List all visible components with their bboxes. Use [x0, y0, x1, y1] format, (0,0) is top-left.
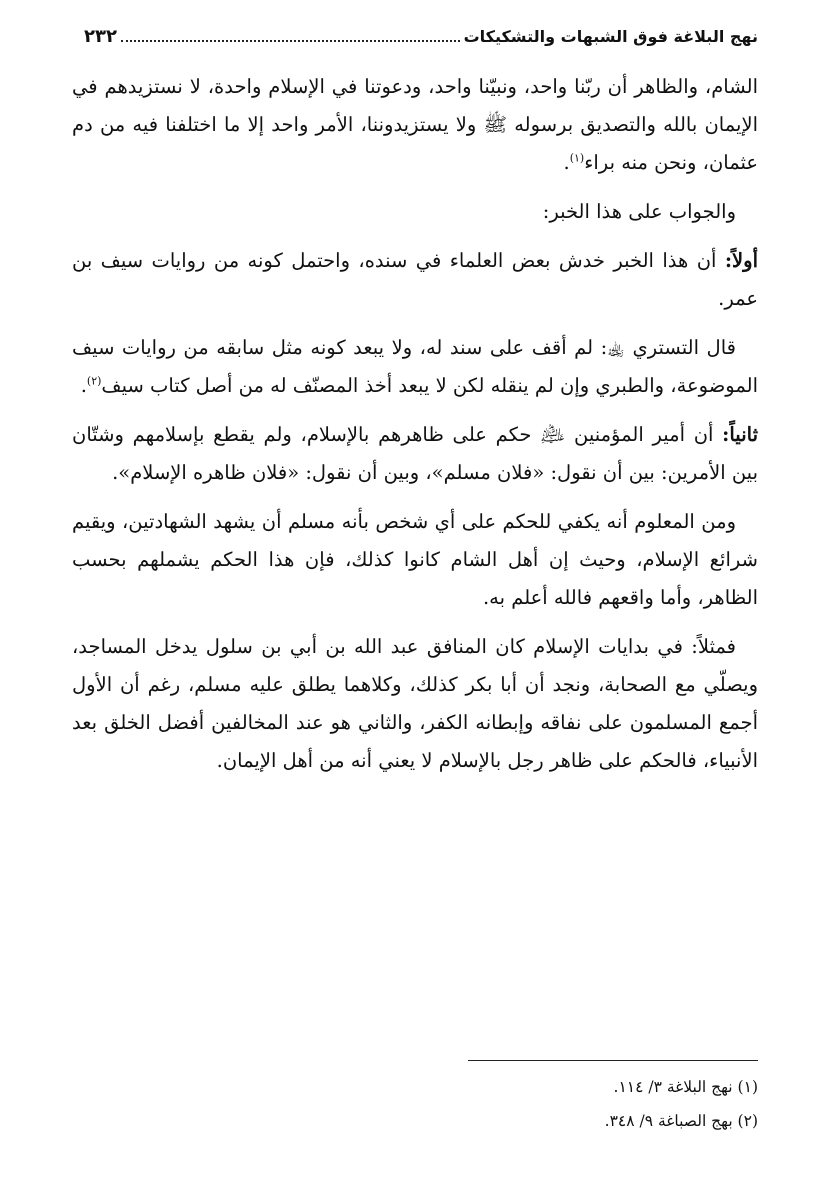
paragraph-text: أن أمير المؤمنين ﵇ حكم على ظاهرهم بالإسلام، ولم يقطع بإسلامهم وشتّان بين الأمرين: بين أن نقول: «فلان مسلم»، وبين أن نقول: «فلان ظاهره الإسلام».: [72, 423, 758, 484]
footnote-item: (١) نهج البلاغة ٣/ ١١٤.: [613, 1078, 758, 1096]
paragraph-text: الشام، والظاهر أن ربّنا واحد، ونبيّنا واحد، ودعوتنا في الإسلام واحدة، لا نستزيدهم في الإيمان بالله والتصديق برسوله ﷺ ولا يستزيدوننا، الأمر واحد إلا ما اختلفنا فيه من دم عثمان، ونحن منه براء: [72, 75, 758, 174]
paragraph-text: فمثلاً: في بدايات الإسلام كان المنافق عبد الله بن أبي بن سلول يدخل المساجد، ويصلّي مع الصحابة، ونجد أن أبا بكر كذلك، وكلاهما يطلق عليه مسلم، رغم أن الأول أجمع المسلمون على نفاقه وإبطانه الكفر، والثاني هو عند المخالفين أفضل الخلق بعد الأنبياء، فالحكم على ظاهر رجل بالإسلام لا يعني أنه من أهل الإيمان.: [72, 635, 758, 772]
paragraph-text: والجواب على هذا الخبر:: [542, 200, 736, 223]
footnotes: [72, 1070, 758, 1138]
paragraph: [72, 503, 758, 617]
page-number: ٢٣٢: [84, 26, 117, 47]
paragraph-tail: .: [80, 374, 87, 397]
paragraph-text: قال التستري ﵀: لم أقف على سند له، ولا يبعد كونه مثل سابقه من روايات سيف الموضوعة، والطبري وإن لم ينقله لكن لا يبعد أخذ المصنّف له من أصل كتاب سيف: [72, 336, 758, 397]
paragraph-text: أن هذا الخبر خدش بعض العلماء في سنده، واحتمل كونه من روايات سيف بن عمر.: [72, 249, 758, 310]
paragraph-lead: أولاً:: [724, 249, 758, 272]
book-title: نهج البلاغة فوق الشبهات والتشكيكات: [463, 27, 758, 46]
paragraph: [72, 416, 758, 492]
paragraph-tail: .: [563, 151, 570, 174]
paragraph-lead: ثانياً:: [722, 423, 758, 446]
book-page: [72, 26, 758, 1156]
paragraph: [72, 68, 758, 182]
footnote-separator: [468, 1060, 758, 1061]
footnote-marker[interactable]: (٢): [86, 374, 102, 388]
paragraph: [72, 628, 758, 780]
header-dot-leader: [121, 40, 460, 42]
footnote-marker[interactable]: (١): [569, 151, 585, 165]
footnote-item: (٢) بهج الصباغة ٩/ ٣٤٨.: [604, 1112, 758, 1130]
paragraph: [72, 242, 758, 318]
paragraph: [72, 329, 758, 405]
main-text: [72, 68, 758, 780]
paragraph: [72, 193, 758, 231]
running-header: [72, 26, 758, 60]
paragraph-text: ومن المعلوم أنه يكفي للحكم على أي شخص بأنه مسلم أن يشهد الشهادتين، ويقيم شرائع الإسلام، وحيث إن أهل الشام كانوا كذلك، فإن هذا الحكم يشملهم بحسب الظاهر، وأما واقعهم فالله أعلم به.: [72, 510, 758, 609]
